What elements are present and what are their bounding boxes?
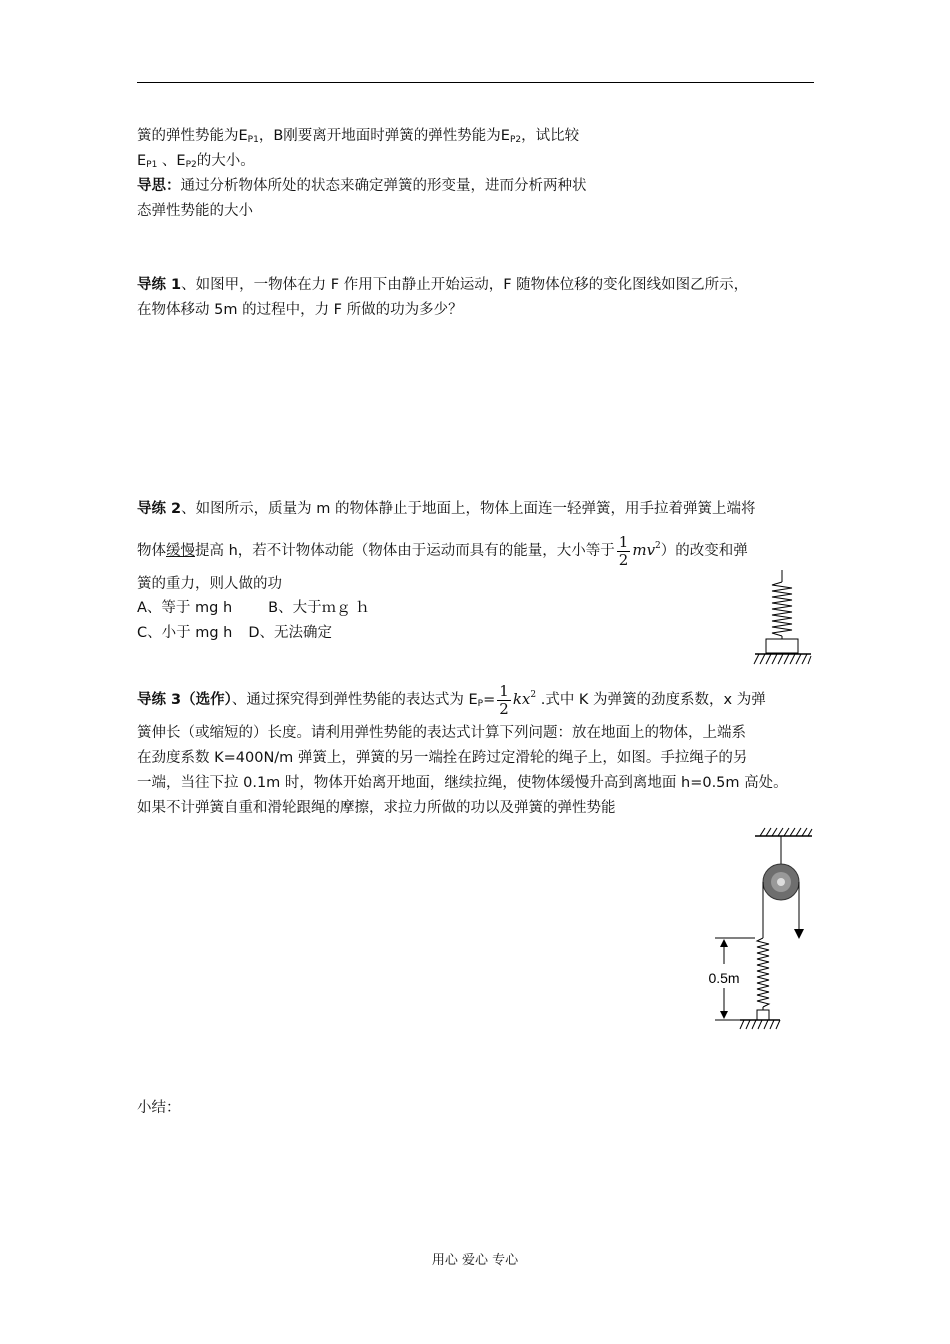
block-mass: [766, 639, 798, 653]
pulley-axle: [777, 878, 785, 886]
problem-3-label: 导练 3（选作）: [137, 692, 232, 708]
problem-2-text: 提高 h，若不计物体动能（物体由于运动而具有的能量，大小等于: [195, 543, 615, 559]
fraction-denominator: 2: [618, 550, 629, 569]
problem-3-text: .式中 K 为弹簧的劲度系数，x 为弹: [536, 692, 766, 708]
problem-2-line-2: [137, 529, 748, 569]
expression-text: kx: [512, 690, 531, 708]
problem-2-label: 导练 2: [137, 501, 182, 517]
fraction-one-half: [497, 683, 511, 718]
problem-3-line-2: 簧伸长（或缩短的）长度。请利用弹性势能的表达式计算下列问题：放在地面上的物体，上端系: [137, 725, 746, 741]
think-line-cont: 态弹性势能的大小: [137, 203, 253, 219]
elastic-energy-expression: [513, 690, 536, 708]
intro-line-2: [137, 151, 255, 175]
problem-3-line-4: 一端，当往下拉 0.1m 时，物体开始离开地面，继续拉绳，使物体缓慢升高到离地面 h=0.5m 高处。: [137, 775, 788, 791]
problem-2-text: 、如图所示，质量为 m 的物体静止于地面上，物体上面连一轻弹簧，用手拉着弹簧上端将: [181, 501, 756, 517]
problem-3-line-5: 如果不计弹簧自重和滑轮跟绳的摩擦，求拉力所做的功以及弹簧的弹性势能: [137, 800, 616, 816]
option-b: B、大于ｍｇ ｈ: [268, 600, 370, 616]
subscript: P2: [509, 135, 522, 145]
spring-on-ground-figure: [745, 568, 825, 672]
problem-2-line-3: 簧的重力，则人做的功: [137, 576, 282, 592]
problem-1-line-1: [137, 275, 748, 295]
problem-1-text: 、如图甲，一物体在力 F 作用下由静止开始运动，F 随物体位移的变化图线如图乙所示，: [181, 277, 749, 293]
ground-hatching: [740, 1020, 780, 1029]
pull-arrow: [794, 929, 804, 939]
height-label: 0.5m: [708, 970, 740, 986]
pulley-spring-figure: [700, 826, 820, 1036]
fraction-numerator: 1: [499, 681, 509, 700]
problem-3-line-3: 在劲度系数 K=400N/m 弹簧上，弹簧的另一端拴在跨过定滑轮的绳子上，如图。手拉绳子的另: [137, 750, 748, 766]
subscript: P: [477, 699, 484, 709]
problem-2-text: ）的改变和弹: [660, 543, 748, 559]
intro-text: 簧的弹性势能为E: [137, 128, 248, 144]
kinetic-energy-expression: [632, 541, 660, 559]
option-a: A、等于 mg h: [137, 600, 233, 616]
equals-sign: =: [483, 692, 496, 708]
think-line: [137, 176, 587, 196]
summary-label: 小结：: [137, 1100, 181, 1116]
intro-text: E: [137, 153, 147, 169]
spring-coil: [757, 938, 769, 1007]
problem-2-options-ab: [137, 598, 370, 618]
fraction-denominator: 2: [499, 699, 509, 718]
problem-2-options-cd: [137, 623, 332, 643]
problem-1-label: 导练 1: [137, 277, 182, 293]
intro-text: ，B刚要离开地面时弹簧的弹性势能为E: [258, 128, 510, 144]
think-label: 导思：: [137, 178, 181, 194]
fraction-one-half: [617, 534, 631, 569]
fraction-numerator: 1: [618, 532, 629, 551]
think-text: 通过分析物体所处的状态来确定弹簧的形变量，进而分析两种状: [180, 178, 587, 194]
block-mass: [757, 1010, 769, 1020]
intro-text: 、E: [157, 153, 186, 169]
dimension-arrow-down: [720, 1011, 728, 1019]
option-c: C、小于 mg h: [137, 625, 233, 641]
expression-text: mv: [632, 541, 656, 559]
superscript: 2: [530, 690, 537, 700]
ground-hatching: [754, 654, 811, 664]
problem-1-line-2: 在物体移动 5m 的过程中，力 F 所做的功为多少？: [137, 302, 463, 318]
ceiling-hatching: [760, 828, 812, 836]
problem-3-line-1: [137, 678, 766, 721]
superscript: 2: [655, 541, 661, 551]
intro-text: ，试比较: [521, 128, 580, 144]
header-rule: [137, 82, 814, 83]
subscript: P1: [247, 135, 259, 145]
page-footer: 用心 爱心 专心: [431, 1253, 519, 1268]
intro-text: 的大小。: [196, 153, 255, 169]
problem-3-text: 、通过探究得到弹性势能的表达式为 E: [231, 692, 478, 708]
option-d: D、无法确定: [248, 625, 333, 641]
subscript: P1: [146, 160, 158, 170]
problem-2-text: 物体: [137, 543, 166, 559]
subscript: P2: [185, 160, 197, 170]
intro-line-1: [137, 126, 579, 150]
dimension-arrow-up: [720, 939, 728, 947]
underlined-word: 缓慢: [166, 543, 195, 559]
problem-2-line-1: [137, 499, 755, 519]
